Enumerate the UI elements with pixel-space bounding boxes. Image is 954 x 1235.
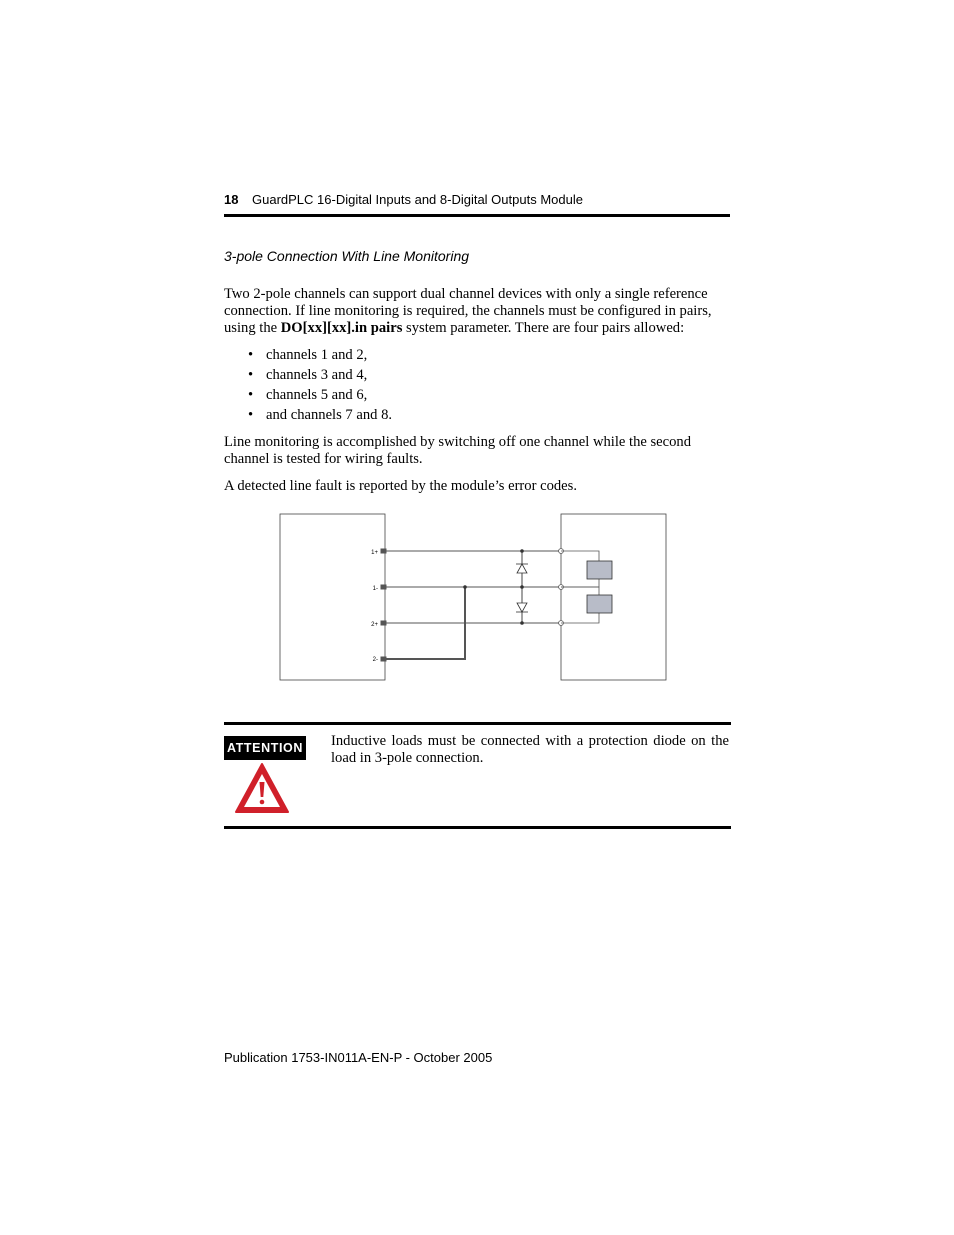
paragraph-intro [224,286,729,337]
load-coil-icon [587,595,612,613]
bullet-icon: • [248,407,254,423]
list-item-text: channels 3 and 4, [266,367,368,383]
module-box [280,514,385,680]
list-item [248,347,392,367]
terminal-label: 1+ [371,550,378,556]
terminal-label: 2+ [371,622,378,628]
protection-diode-icon [516,603,528,612]
list-item-text: channels 5 and 6, [266,387,368,403]
header-rule [224,214,730,217]
attention-text: Inductive loads must be connected with a protection diode on the load in 3-pole connection. [331,733,729,766]
parameter-name: DO[xx][xx].in pairs [280,320,403,336]
attention-label: ATTENTION [224,736,306,760]
list-item [248,367,392,387]
terminal-label: 2- [372,657,378,663]
bullet-icon: • [248,387,254,403]
page-footer: Publication 1753-IN011A-EN-P - October 2005 [224,1050,493,1065]
load-coil-icon [587,561,612,579]
page-number: 18 [224,192,239,207]
section-title: 3-pole Connection With Line Monitoring [224,248,470,264]
warning-triangle-icon [234,762,290,814]
terminal-label: 1- [372,586,378,592]
paragraph-line-fault: A detected line fault is reported by the module’s error codes. [224,478,577,494]
paragraph-line-monitoring: Line monitoring is accomplished by switching off one channel while the second channel is tested for wiring faults. [224,434,692,467]
para1-text-start: Two 2-pole channels can support dual channel devices with only a single reference connection. If line monitoring is required, the channels must be configured in pairs, using the [224,286,712,336]
page-header [224,192,730,207]
bullet-icon: • [248,367,254,383]
attention-bottom-rule [224,826,731,829]
load-box [561,514,666,680]
wires [386,551,561,659]
list-item-text: channels 1 and 2, [266,347,368,363]
list-item-text: and channels 7 and 8. [266,407,393,423]
protection-diode-icon [516,564,528,573]
list-item [248,387,392,407]
channel-pairs-list [248,347,392,427]
wiring-diagram [270,505,680,690]
bullet-icon: • [248,347,254,363]
header-title: GuardPLC 16-Digital Inputs and 8-Digital Outputs Module [252,192,583,207]
list-item [248,407,392,427]
attention-top-rule [224,722,731,725]
para1-text-end: system parameter. There are four pairs allowed: [402,320,685,336]
